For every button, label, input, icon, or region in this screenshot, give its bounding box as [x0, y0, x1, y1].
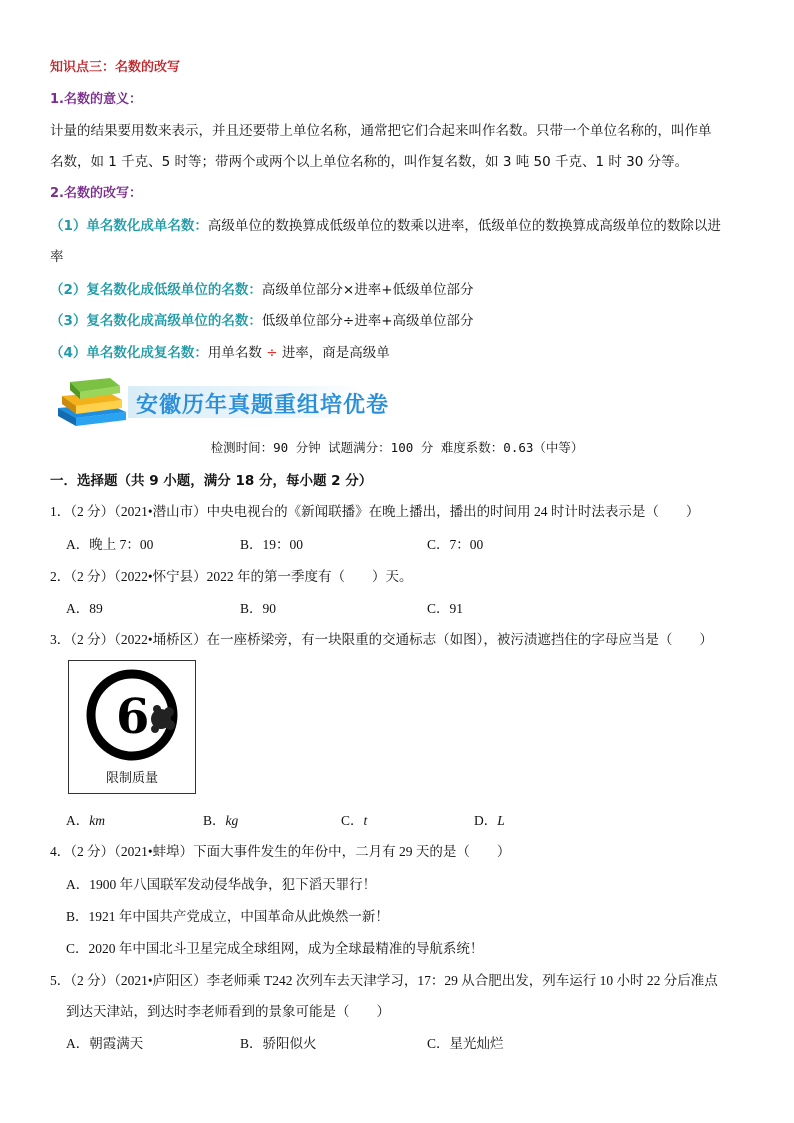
rule-4-div: ÷: [266, 345, 278, 361]
sign-label: 限制质量: [105, 771, 158, 786]
question-1-stem: 1．（2 分）（2021•潜山市）中央电视台的《新闻联播》在晚上播出，播出的时间用 24 时计时法表示是（ ）: [50, 504, 700, 519]
rule-1-text: 高级单位的数换算成低级单位的数乘以进率，低级单位的数换算成高级单位的数除以进: [207, 218, 721, 234]
q3-option-d[interactable]: D．L: [474, 813, 505, 828]
q2-option-b[interactable]: B．90: [240, 601, 277, 616]
q5-option-a[interactable]: A．朝霞满天: [66, 1036, 144, 1051]
rule-2: [50, 278, 474, 298]
banner-title: 安徽历年真题重组培优卷: [136, 392, 390, 418]
q4-option-c[interactable]: C．2020 年中国北斗卫星完成全球组网，成为全球最精准的导航系统！: [66, 941, 484, 956]
exam-meta: 检测时间：90 分钟 试题满分：100 分 难度系数：0.63（中等）: [210, 440, 584, 455]
heading-meaning: 1.名数的意义：: [50, 92, 142, 107]
sign-number: 6: [116, 689, 150, 745]
q5-option-c[interactable]: C．星光灿烂: [427, 1036, 504, 1051]
q2-option-c[interactable]: C．91: [427, 601, 464, 616]
rule-4-text-a: 用单名数: [207, 345, 262, 361]
question-3-stem: 3．（2 分）（2022•埇桥区）在一座桥梁旁，有一块限重的交通标志（如图），被污渍遮挡住的字母应当是（ ）: [50, 632, 713, 647]
q4-option-b[interactable]: B．1921 年中国共产党成立，中国革命从此焕然一新！: [66, 909, 389, 924]
q3-option-c[interactable]: C．t: [341, 813, 368, 828]
question-2-stem: 2．（2 分）（2022•怀宁县）2022 年的第一季度有（ ）天。: [50, 569, 413, 584]
rule-2-text: 高级单位部分×进率+低级单位部分: [261, 282, 474, 298]
question-5-stem-line-1: 5．（2 分）（2021•庐阳区）李老师乘 T242 次列车去天津学习，17：29 从合肥出发，列车运行 10 小时 22 分后准点: [50, 973, 718, 988]
q3-option-a[interactable]: A．km: [66, 813, 105, 828]
q1-option-b[interactable]: B．19：00: [240, 537, 304, 552]
q2-option-a[interactable]: A．89: [66, 601, 103, 616]
section-title: 一．选择题（共 9 小题，满分 18 分，每小题 2 分）: [50, 473, 373, 489]
question-4-stem: 4．（2 分）（2021•蚌埠）下面大事件发生的年份中，二月有 29 天的是（ ）: [50, 844, 511, 859]
weight-limit-sign: [68, 660, 196, 794]
rule-4-text-b: 进率，商是高级单: [281, 345, 390, 361]
rule-2-label: （2）复名数化成低级单位的名数：: [50, 282, 262, 298]
q1-option-c[interactable]: C．7：00: [427, 537, 484, 552]
question-5-stem-line-2: 到达天津站，到达时李老师看到的景象可能是（ ）: [66, 1004, 390, 1019]
q3-option-b[interactable]: B．kg: [203, 813, 239, 828]
q4-option-a[interactable]: A．1900 年八国联军发动侵华战争，犯下滔天罪行！: [66, 877, 377, 892]
heading-conversion: 2.名数的改写：: [50, 186, 142, 201]
rule-3-text: 低级单位部分÷进率+高级单位部分: [261, 313, 474, 329]
books-icon: [56, 374, 128, 426]
rule-1: [50, 214, 721, 234]
meaning-line-1: 计量的结果要用数来表示，并且还要带上单位名称，通常把它们合起来叫作名数。只带一个单位名称的，叫作单: [50, 123, 712, 139]
rule-4: [50, 341, 390, 361]
rule-1-cont: 率: [50, 249, 64, 265]
rule-3-label: （3）复名数化成高级单位的名数：: [50, 313, 262, 329]
knowledge-title: 知识点三：名数的改写: [50, 60, 181, 75]
q1-option-a[interactable]: A．晚上 7：00: [66, 537, 154, 552]
rule-1-label: （1）单名数化成单名数：: [50, 218, 208, 234]
q5-option-b[interactable]: B．骄阳似火: [240, 1036, 317, 1051]
rule-3: [50, 309, 474, 329]
meaning-line-2: 名数，如 1 千克、5 时等；带两个或两个以上单位名称的，叫作复名数，如 3 吨 50 千克、1 时 30 分等。: [50, 154, 689, 170]
rule-4-label: （4）单名数化成复名数：: [50, 345, 208, 361]
